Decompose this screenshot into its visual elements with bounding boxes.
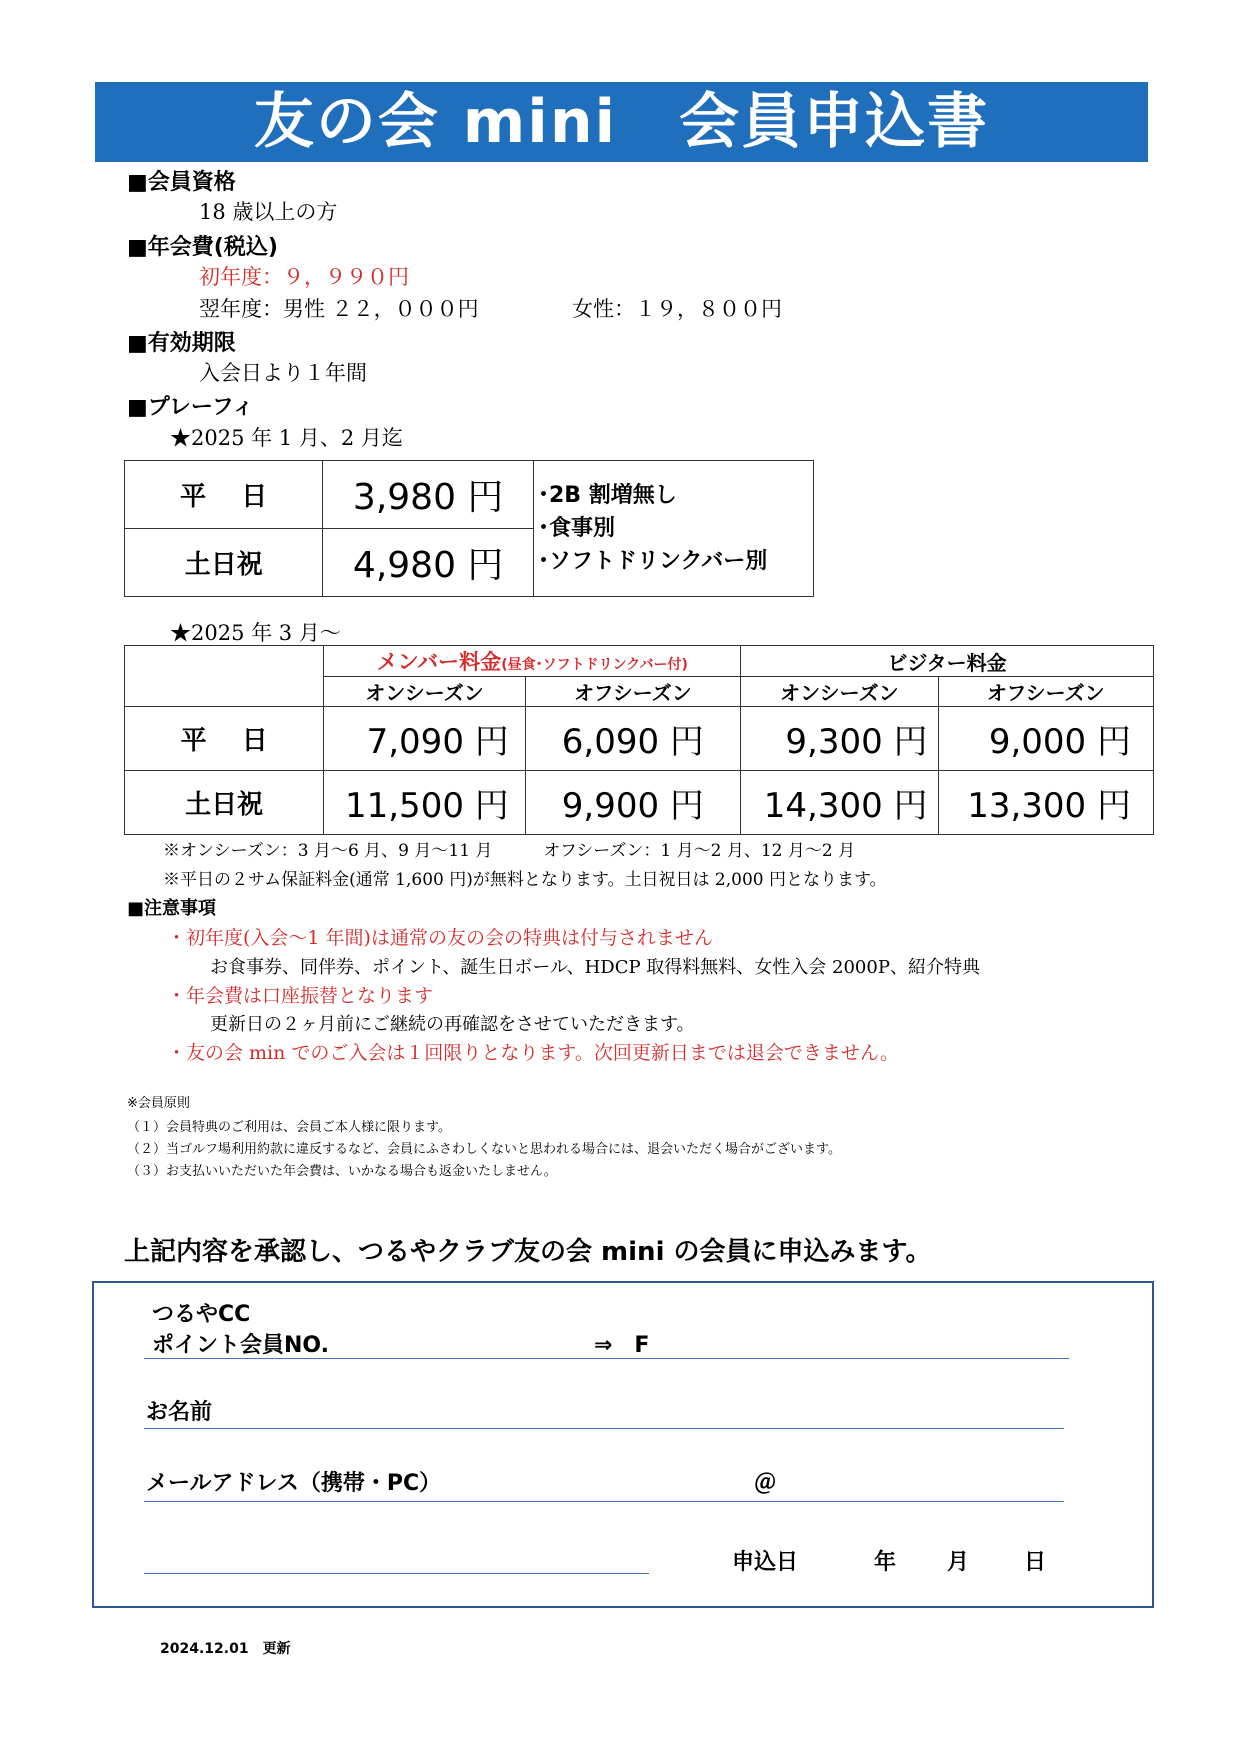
price-table-2025-jan-feb: [124, 460, 814, 597]
rule-item: （３）お支払いいただいた年会費は、いかなる場合も返金いたしません。: [127, 1164, 557, 1179]
empty-header-cell: [125, 646, 324, 707]
confirmation-text: 上記内容を承認し、つるやクラブ友の会 mini の会員に申込みます。: [124, 1237, 932, 1267]
member-off-weekday: 6,090 円: [525, 707, 740, 771]
member-price-note: (昼食･ソフトドリンクバー付): [501, 657, 688, 673]
updated-date: 2024.12.01 更新: [160, 1641, 291, 1657]
email-line[interactable]: [144, 1501, 1064, 1502]
caution-sub: 更新日の２ヶ月前にご継続の再確認をさせていただきます。: [210, 1014, 695, 1035]
weekday-note: ※平日の２サム保証料金(通常 1,600 円)が無料となります。土日祝日は 2,000 円となります。: [163, 870, 887, 890]
point-label-1: つるやCC: [152, 1302, 251, 1327]
rule-item: （１）会員特典のご利用は、会員ご本人様に限ります。: [127, 1120, 451, 1135]
page-title: 友の会 mini 会員申込書: [253, 87, 990, 157]
point-number-line[interactable]: [144, 1358, 1069, 1359]
row-label-holiday: 土日祝: [125, 771, 324, 835]
email-label: メールアドレス（携帯・PC）: [146, 1471, 442, 1496]
visitor-on-weekday: 9,300 円: [741, 707, 938, 771]
name-line[interactable]: [144, 1428, 1064, 1429]
visitor-off-holiday: 13,300 円: [938, 771, 1153, 835]
member-price-title: メンバー料金: [376, 650, 502, 674]
visitor-on-holiday: 14,300 円: [741, 771, 938, 835]
date-year: 年: [874, 1550, 897, 1575]
note-item: ･2B 割増無し: [537, 483, 677, 508]
point-label-2: ポイント会員NO.: [152, 1333, 329, 1358]
date-day: 日: [1024, 1550, 1047, 1575]
rule-item: （２）当ゴルフ場利用約款に違反するなど、会員にふさわしくないと思われる場合には、退会いただく場合がございます。: [127, 1142, 841, 1157]
application-form: [92, 1281, 1154, 1608]
row-label-weekday: 平 日: [125, 707, 324, 771]
rules-heading: ※会員原則: [127, 1096, 190, 1111]
price-notes: [533, 461, 813, 597]
validity-text: 入会日より１年間: [199, 361, 367, 385]
caution-sub: お食事券、同伴券、ポイント、誕生日ボール、HDCP 取得料無料、女性入会 2000P、紹介特典: [210, 957, 980, 978]
cautions-heading: ■注意事項: [127, 898, 217, 919]
period1-label: ★2025 年 1 月、2 月迄: [170, 426, 403, 450]
fee-next-year-female: 女性：１９，８００円: [572, 297, 782, 321]
date-label: 申込日: [732, 1550, 799, 1575]
eligibility-heading: ■会員資格: [127, 170, 236, 195]
validity-heading: ■有効期限: [127, 331, 236, 356]
member-on-holiday: 11,500 円: [324, 771, 525, 835]
caution-item: ・初年度(入会～1 年間)は通常の友の会の特典は付与されません: [167, 927, 713, 949]
note-item: ･食事別: [537, 516, 615, 541]
eligibility-text: 18 歳以上の方: [199, 200, 338, 224]
note-item: ･ソフトドリンクバー別: [537, 549, 768, 574]
caution-item: ・友の会 min でのご入会は１回限りとなります。次回更新日までは退会できません。: [167, 1042, 900, 1064]
signature-line[interactable]: [144, 1573, 649, 1574]
season-note: ※オンシーズン：3 月～6 月、9 月～11 月 オフシーズン：1 月～2 月、12 月～2 月: [163, 841, 856, 861]
visitor-off-weekday: 9,000 円: [938, 707, 1153, 771]
subheader-on-season: オンシーズン: [741, 677, 938, 707]
subheader-off-season: オフシーズン: [525, 677, 740, 707]
play-fee-heading: ■プレーフィ: [127, 395, 255, 420]
name-label: お名前: [146, 1400, 213, 1425]
fee-heading: ■年会費(税込): [127, 235, 278, 260]
fee-first-year: 初年度：９，９９０円: [199, 265, 409, 289]
row-label-weekday: 平 日: [125, 461, 323, 529]
price-holiday: 4,980 円: [323, 529, 534, 597]
price-table-2025-mar: [124, 645, 1154, 835]
price-weekday: 3,980 円: [323, 461, 534, 529]
point-prefix: ⇒ F: [594, 1333, 650, 1358]
visitor-price-header: ビジター料金: [741, 646, 1154, 677]
email-at-sign: ＠: [754, 1471, 777, 1496]
title-banner: [95, 82, 1148, 162]
member-off-holiday: 9,900 円: [525, 771, 740, 835]
subheader-on-season: オンシーズン: [324, 677, 525, 707]
row-label-holiday: 土日祝: [125, 529, 323, 597]
period2-label: ★2025 年 3 月～: [170, 621, 341, 645]
caution-item: ・年会費は口座振替となります: [167, 985, 434, 1007]
member-on-weekday: 7,090 円: [324, 707, 525, 771]
fee-next-year-male: 翌年度：男性 ２２，０００円: [199, 297, 479, 321]
subheader-off-season: オフシーズン: [938, 677, 1153, 707]
date-month: 月: [947, 1550, 970, 1575]
member-price-header: [324, 646, 741, 677]
